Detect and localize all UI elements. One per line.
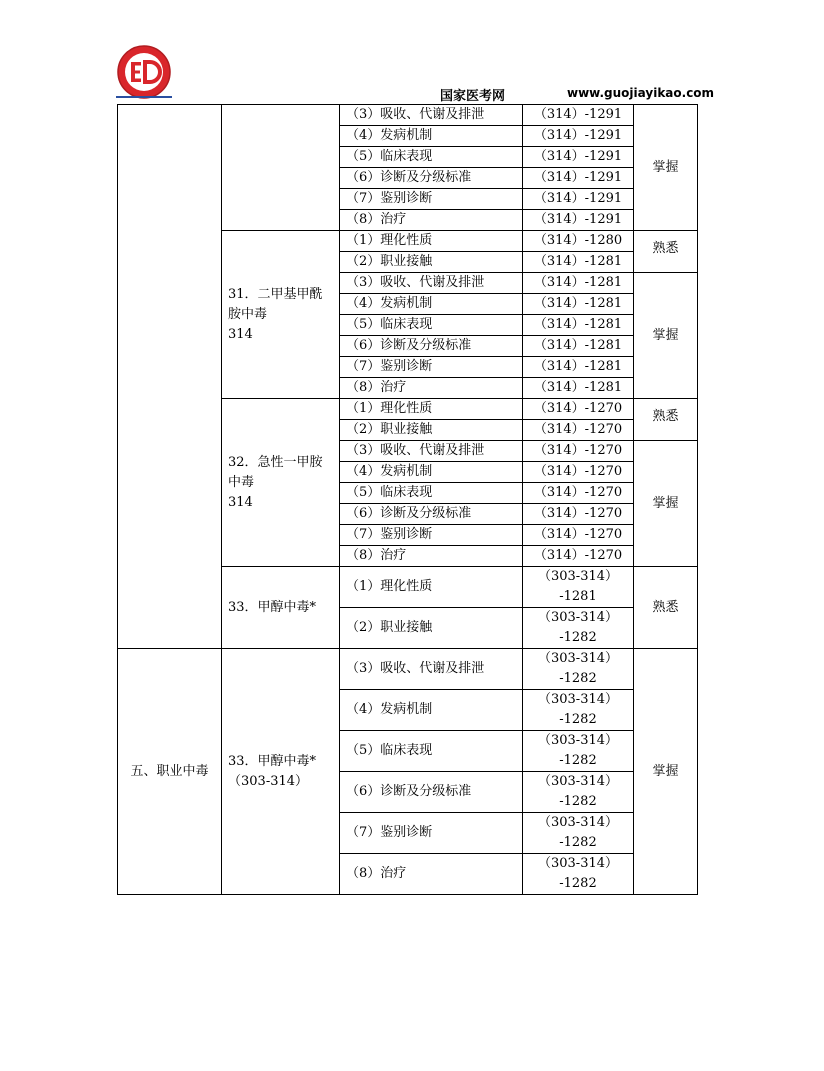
syllabus-table	[117, 104, 698, 895]
code-cell	[523, 854, 634, 895]
site-name: 国家医考网	[440, 89, 506, 104]
code-line: -1282	[559, 630, 597, 645]
code-cell: （314）-1270	[523, 399, 634, 420]
subunit-line: （303-314）	[228, 773, 309, 789]
item-cell: （3）吸收、代谢及排泄	[340, 649, 523, 690]
code-cell: （314）-1281	[523, 378, 634, 399]
item-cell: （7）鉴别诊断	[340, 525, 523, 546]
item-cell: （2）职业接触	[340, 420, 523, 441]
subunit-line: 32．急性一甲胺	[228, 454, 323, 470]
subunit-line: 33．甲醇中毒*	[228, 753, 317, 769]
code-line: -1282	[559, 753, 597, 768]
code-cell: （314）-1270	[523, 546, 634, 567]
code-line: -1281	[559, 589, 597, 604]
unit-cell: 五、职业中毒	[118, 649, 222, 895]
item-cell: （5）临床表现	[340, 731, 523, 772]
subunit-cell-continued	[222, 105, 340, 231]
code-cell: （314）-1270	[523, 462, 634, 483]
code-line: （303-314）	[537, 610, 619, 625]
code-cell	[523, 813, 634, 854]
code-cell: （314）-1291	[523, 126, 634, 147]
code-cell: （314）-1291	[523, 105, 634, 126]
item-cell: （8）治疗	[340, 210, 523, 231]
code-cell: （314）-1280	[523, 231, 634, 252]
code-line: -1282	[559, 712, 597, 727]
item-cell: （8）治疗	[340, 378, 523, 399]
level-cell: 掌握	[634, 105, 698, 231]
code-cell: （314）-1270	[523, 525, 634, 546]
item-cell: （5）临床表现	[340, 147, 523, 168]
code-cell: （314）-1291	[523, 210, 634, 231]
site-url[interactable]: www.guojiayikao.com	[567, 86, 715, 100]
code-cell	[523, 567, 634, 608]
subunit-line: 胺中毒	[228, 306, 268, 322]
level-cell: 熟悉	[634, 567, 698, 649]
item-cell: （6）诊断及分级标准	[340, 336, 523, 357]
level-cell: 掌握	[634, 649, 698, 895]
subunit-line: 中毒	[228, 474, 255, 490]
code-cell	[523, 731, 634, 772]
code-cell: （314）-1281	[523, 315, 634, 336]
item-cell: （1）理化性质	[340, 567, 523, 608]
subunit-line: 314	[228, 494, 253, 510]
code-line: （303-314）	[537, 692, 619, 707]
subunit-cell	[222, 649, 340, 895]
item-cell: （7）鉴别诊断	[340, 189, 523, 210]
code-line: -1282	[559, 794, 597, 809]
code-cell	[523, 608, 634, 649]
subunit-line: 314	[228, 326, 253, 342]
code-cell: （314）-1281	[523, 252, 634, 273]
subunit-line: 31．二甲基甲酰	[228, 286, 323, 302]
level-cell: 熟悉	[634, 399, 698, 441]
code-line: （303-314）	[537, 569, 619, 584]
code-cell: （314）-1281	[523, 336, 634, 357]
code-cell: （314）-1281	[523, 294, 634, 315]
code-line: （303-314）	[537, 856, 619, 871]
code-cell: （314）-1291	[523, 168, 634, 189]
level-cell: 熟悉	[634, 231, 698, 273]
item-cell: （8）治疗	[340, 546, 523, 567]
table-row	[118, 649, 698, 690]
subunit-cell: 33．甲醇中毒*	[222, 567, 340, 649]
code-cell	[523, 649, 634, 690]
code-line: -1282	[559, 671, 597, 686]
item-cell: （6）诊断及分级标准	[340, 504, 523, 525]
item-cell: （6）诊断及分级标准	[340, 772, 523, 813]
item-cell: （5）临床表现	[340, 483, 523, 504]
item-cell: （7）鉴别诊断	[340, 357, 523, 378]
subunit-cell	[222, 399, 340, 567]
item-cell: （1）理化性质	[340, 399, 523, 420]
item-cell: （3）吸收、代谢及排泄	[340, 441, 523, 462]
code-cell: （314）-1281	[523, 357, 634, 378]
item-cell: （4）发病机制	[340, 126, 523, 147]
level-cell: 掌握	[634, 441, 698, 567]
item-cell: （4）发病机制	[340, 462, 523, 483]
code-cell: （314）-1270	[523, 504, 634, 525]
code-line: -1282	[559, 876, 597, 891]
code-line: （303-314）	[537, 774, 619, 789]
code-cell: （314）-1270	[523, 441, 634, 462]
code-line: -1282	[559, 835, 597, 850]
code-cell: （314）-1291	[523, 147, 634, 168]
code-cell: （314）-1270	[523, 420, 634, 441]
item-cell: （2）职业接触	[340, 252, 523, 273]
code-cell: （314）-1270	[523, 483, 634, 504]
site-logo	[116, 44, 172, 100]
table-row	[118, 105, 698, 126]
code-cell	[523, 690, 634, 731]
code-cell: （314）-1291	[523, 189, 634, 210]
unit-cell-continued	[118, 105, 222, 649]
item-cell: （5）临床表现	[340, 315, 523, 336]
item-cell: （3）吸收、代谢及排泄	[340, 273, 523, 294]
subunit-cell	[222, 231, 340, 399]
level-cell: 掌握	[634, 273, 698, 399]
code-cell: （314）-1281	[523, 273, 634, 294]
item-cell: （6）诊断及分级标准	[340, 168, 523, 189]
code-cell	[523, 772, 634, 813]
item-cell: （4）发病机制	[340, 294, 523, 315]
code-line: （303-314）	[537, 733, 619, 748]
item-cell: （3）吸收、代谢及排泄	[340, 105, 523, 126]
item-cell: （8）治疗	[340, 854, 523, 895]
item-cell: （1）理化性质	[340, 231, 523, 252]
code-line: （303-314）	[537, 815, 619, 830]
item-cell: （4）发病机制	[340, 690, 523, 731]
code-line: （303-314）	[537, 651, 619, 666]
item-cell: （2）职业接触	[340, 608, 523, 649]
item-cell: （7）鉴别诊断	[340, 813, 523, 854]
